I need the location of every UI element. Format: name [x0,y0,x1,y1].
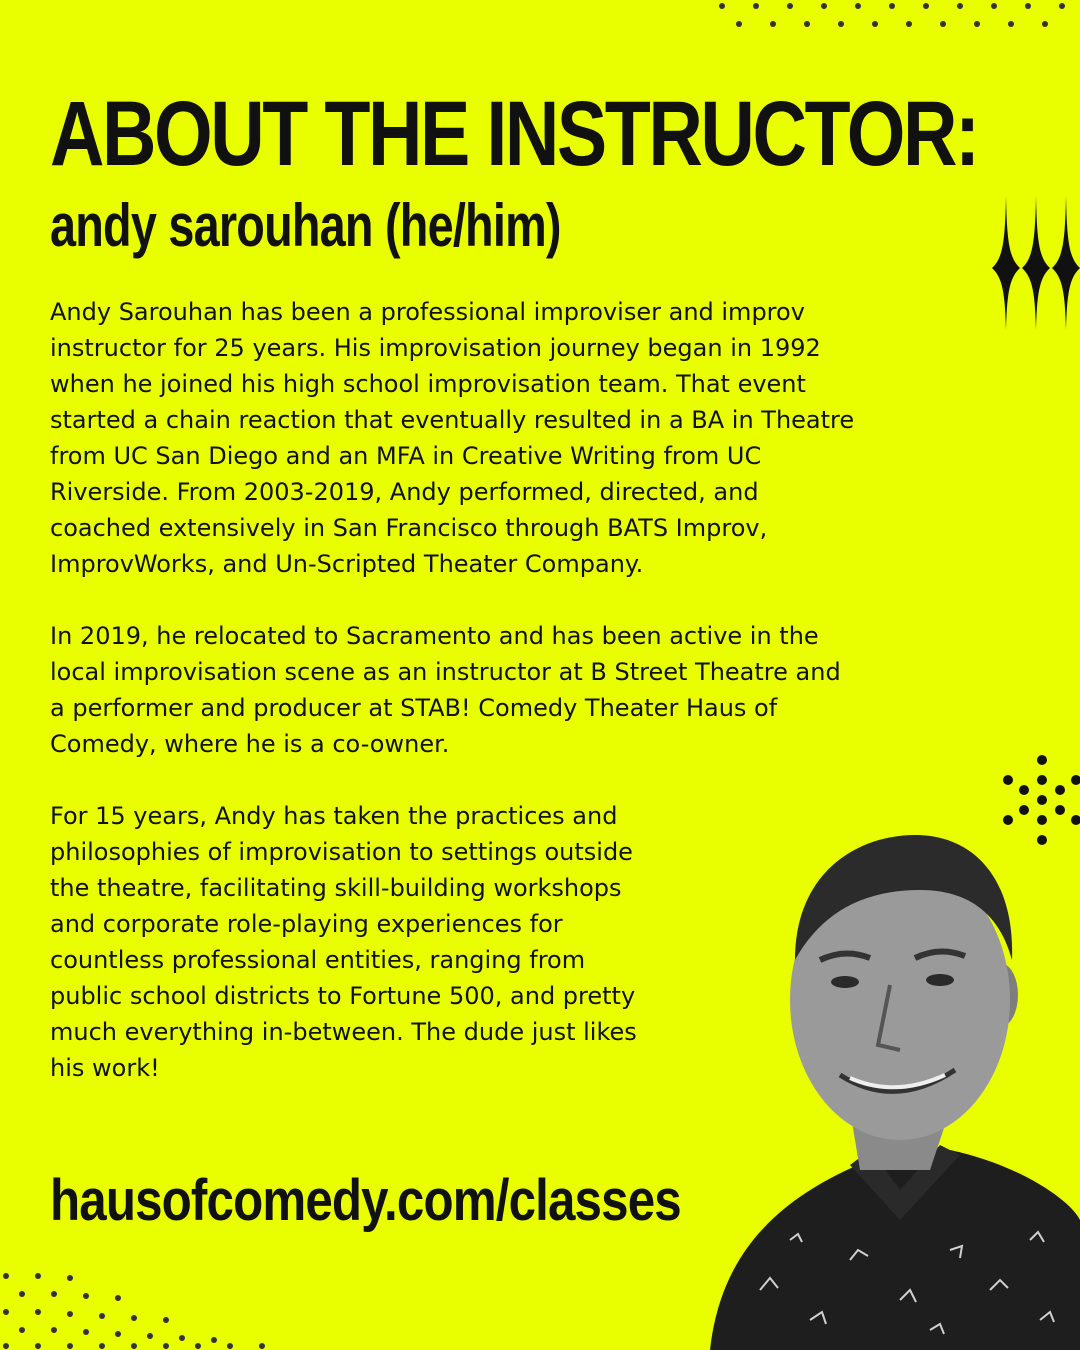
instructor-portrait-icon [700,820,1080,1350]
instructor-name: andy sarouhan (he/him) [50,192,561,259]
classes-url-link[interactable]: hausofcomedy.com/classes [50,1168,681,1233]
dot-pattern-bottom-left-icon [0,1268,380,1350]
bio-paragraph-2: In 2019, he relocated to Sacramento and has been active in the local improvisation scene as an instructor at B Street Theatre and a performer and producer at STAB! Comedy Theater Haus of Comedy, where he is a co-owner. [50,622,841,758]
page-title: ABOUT THE INSTRUCTOR: [50,83,978,185]
bio-paragraph-1: Andy Sarouhan has been a professional improviser and improv instructor for 25 years. His improvisation journey began in 1992 when he joined his high school improvisation team. That event started a chain reaction that eventually resulted in a BA in Theatre from UC San Diego and an MFA in Creative Writing from UC Riverside. From 2003-2019, Andy performed, directed, and coached extensively in San Francisco through BATS Improv, ImprovWorks, and Un-Scripted Theater Company. [50,298,855,578]
dot-pattern-top-right-icon [700,0,1080,40]
bio-paragraph-3: For 15 years, Andy has taken the practices and philosophies of improvisation to settings outside the theatre, facilitating skill-building workshops and corporate role-playing experiences for countless professional entities, ranging from public school districts to Fortune 500, and pretty much everything in-between. The dude just likes his work! [50,802,637,1082]
